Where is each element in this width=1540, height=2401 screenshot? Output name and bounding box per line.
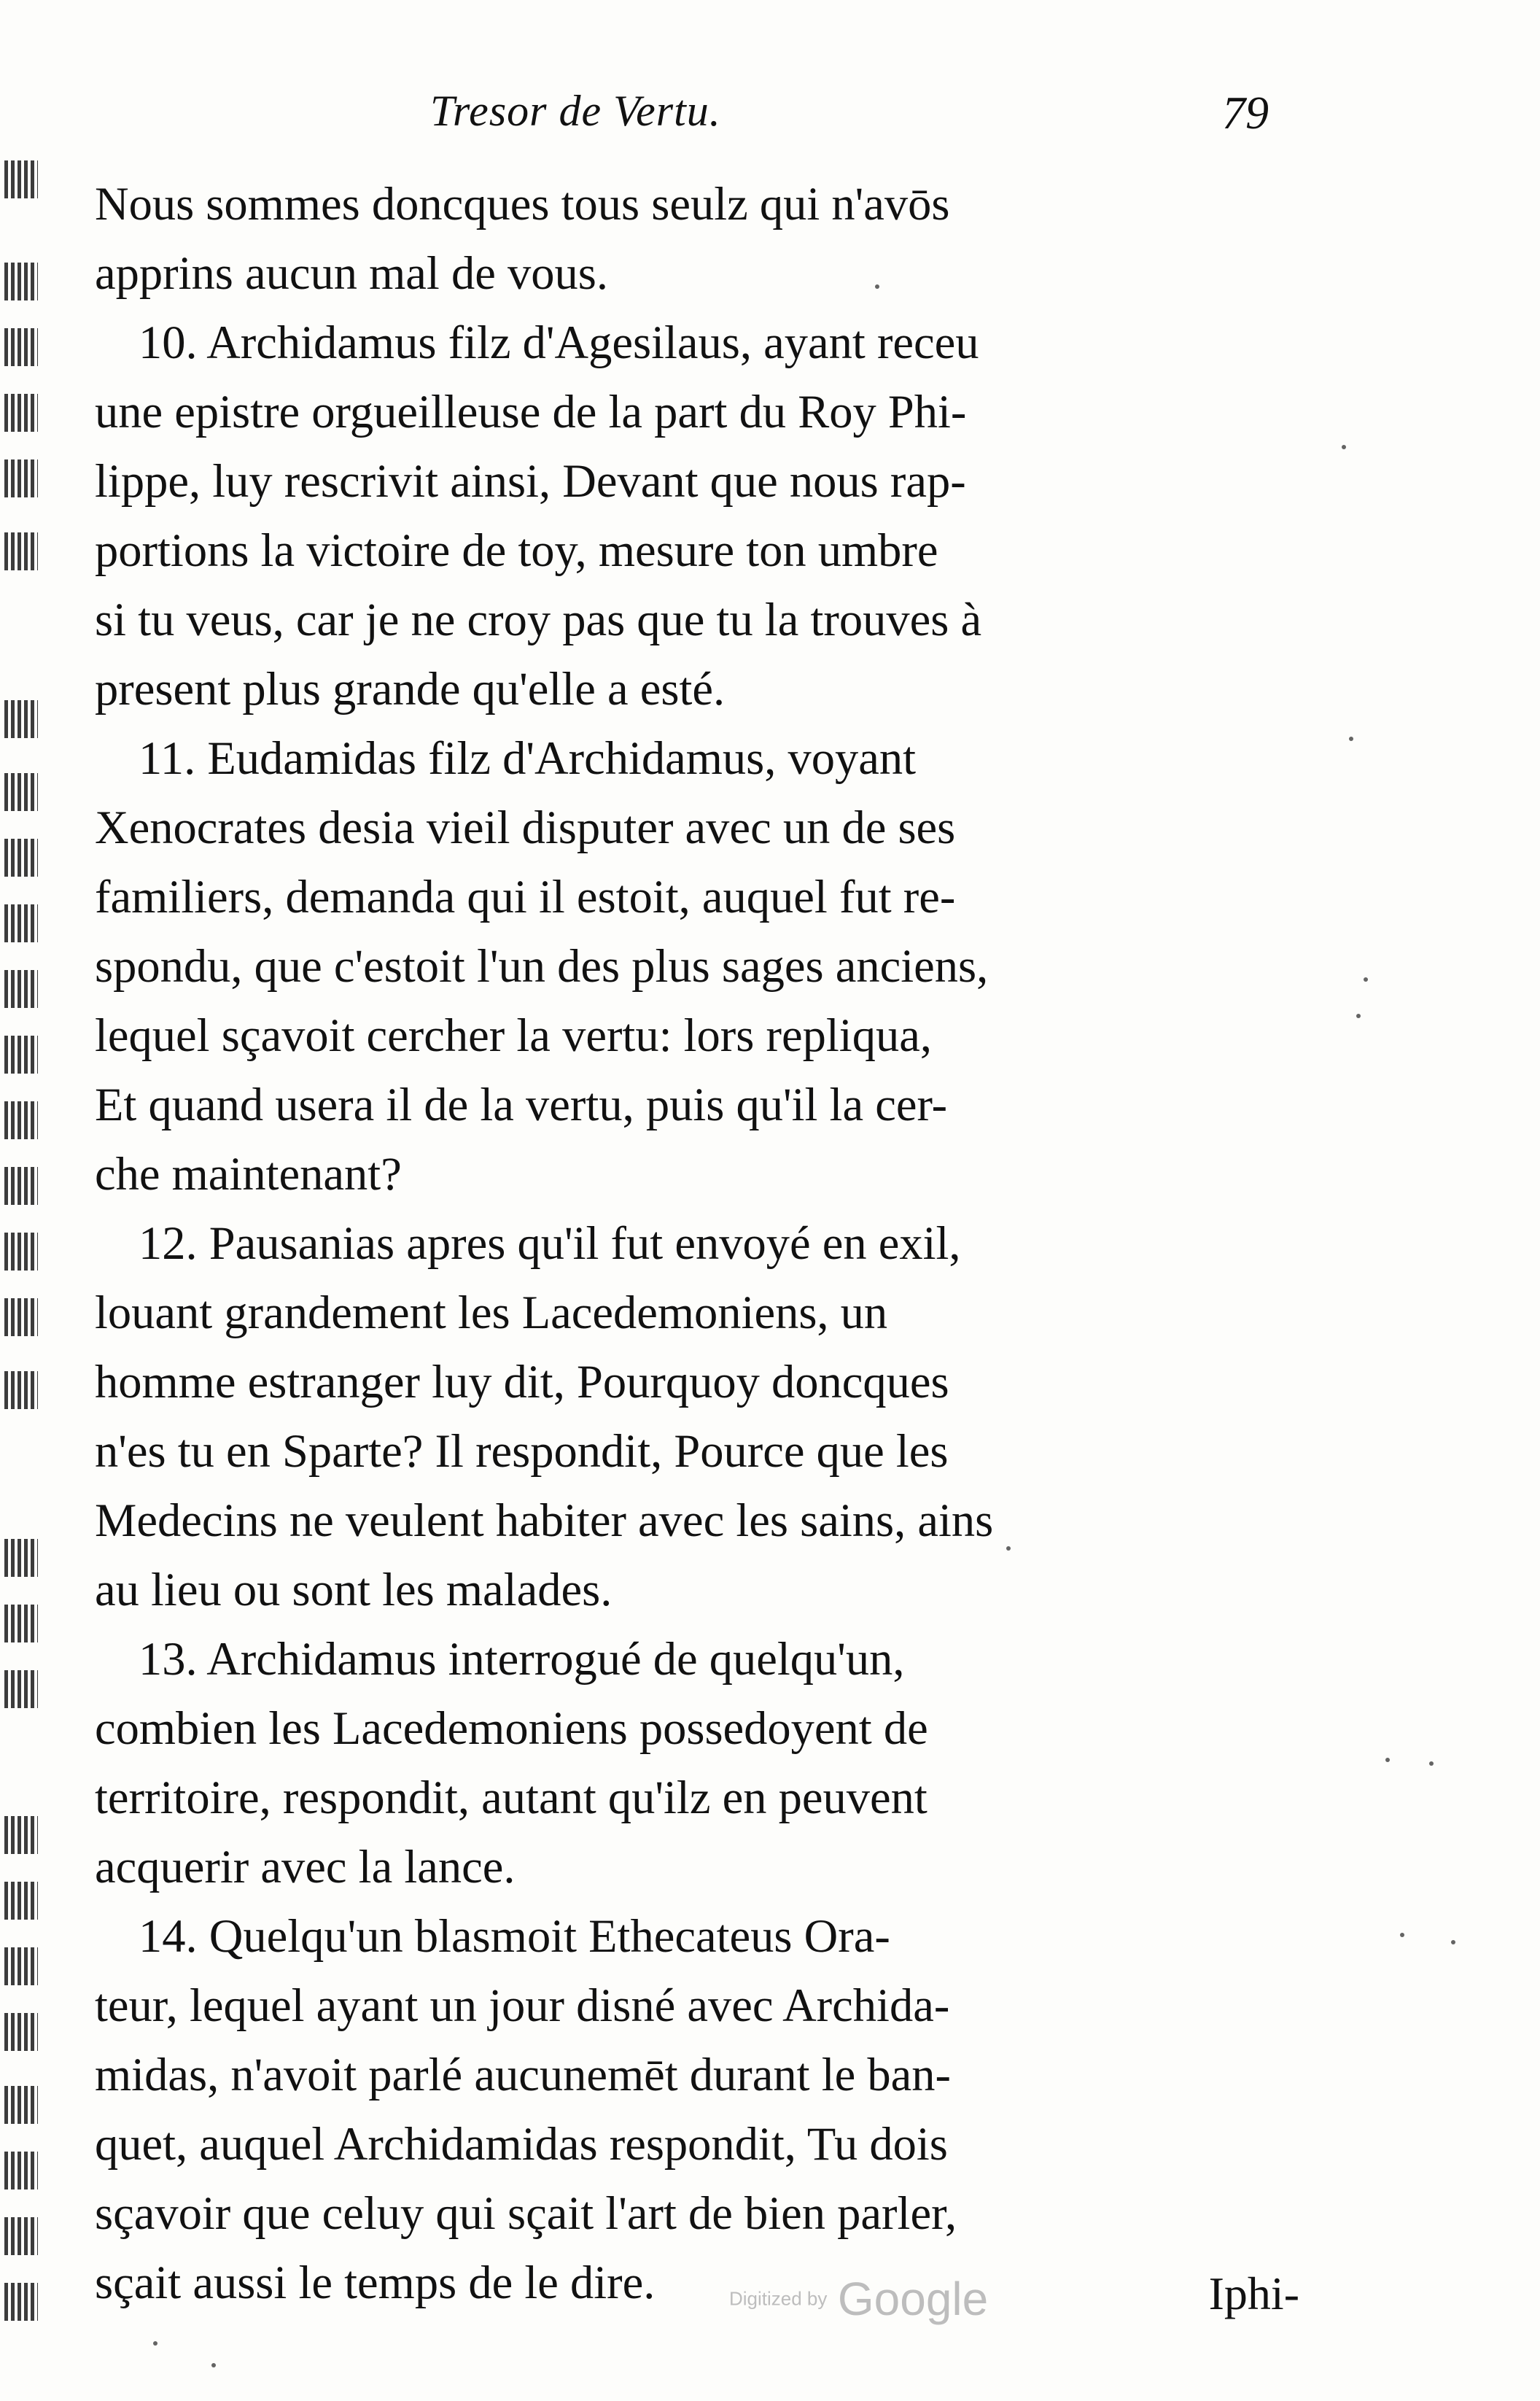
text-line: une epistre orgueilleuse de la part du Roy Phi- bbox=[95, 386, 967, 438]
watermark-logo-text: Google bbox=[837, 2273, 989, 2325]
text-line: portions la victoire de toy, mesure ton umbre bbox=[95, 524, 938, 576]
facing-page-gutter bbox=[0, 117, 51, 2348]
text-line: territoire, respondit, autant qu'ilz en peuvent bbox=[95, 1772, 928, 1823]
text-line: quet, auquel Archidamidas respondit, Tu dois bbox=[95, 2118, 948, 2170]
catchword: Iphi- bbox=[1208, 2268, 1299, 2319]
text-line: spondu, que c'estoit l'un des plus sages anciens, bbox=[95, 940, 989, 992]
page-number: 79 bbox=[1222, 87, 1269, 139]
page-header bbox=[408, 86, 1283, 152]
running-title: Tresor de Vertu. bbox=[430, 87, 721, 135]
text-line: sçavoir que celuy qui sçait l'art de bien parler, bbox=[95, 2187, 957, 2239]
text-line: si tu veus, car je ne croy pas que tu la trouves à bbox=[95, 594, 982, 645]
digitization-watermark bbox=[729, 2272, 988, 2326]
text-line: 12. Pausanias apres qu'il fut envoyé en exil, bbox=[139, 1217, 961, 1269]
text-line: n'es tu en Sparte? Il respondit, Pource que les bbox=[95, 1425, 949, 1477]
text-line: familiers, demanda qui il estoit, auquel fut re- bbox=[95, 871, 956, 923]
text-line: che maintenant? bbox=[95, 1148, 402, 1200]
text-line: lippe, luy rescrivit ainsi, Devant que nous rap- bbox=[95, 455, 966, 507]
text-line: sçait aussi le temps de le dire. bbox=[95, 2257, 656, 2308]
text-line: teur, lequel ayant un jour disné avec Archida- bbox=[95, 1979, 950, 2031]
text-line: Medecins ne veulent habiter avec les sains, ains bbox=[95, 1494, 994, 1546]
text-line: 13. Archidamus interrogué de quelqu'un, bbox=[139, 1633, 905, 1685]
text-line: au lieu ou sont les malades. bbox=[95, 1564, 612, 1615]
text-line: 10. Archidamus filz d'Agesilaus, ayant receu bbox=[139, 317, 979, 368]
text-line: present plus grande qu'elle a esté. bbox=[95, 663, 726, 715]
text-line: acquerir avec la lance. bbox=[95, 1841, 516, 1893]
page-body-text bbox=[95, 169, 1305, 2317]
text-line: apprins aucun mal de vous. bbox=[95, 247, 608, 299]
text-line: 11. Eudamidas filz d'Archidamus, voyant bbox=[139, 732, 917, 784]
text-line: Et quand usera il de la vertu, puis qu'il la cer- bbox=[95, 1079, 948, 1130]
text-line: homme estranger luy dit, Pourquoy doncques bbox=[95, 1356, 949, 1408]
text-line: louant grandement les Lacedemoniens, un bbox=[95, 1287, 888, 1338]
text-line: lequel sçavoit cercher la vertu: lors repliqua, bbox=[95, 1009, 932, 1061]
text-line: combien les Lacedemoniens possedoyent de bbox=[95, 1702, 928, 1754]
text-line: 14. Quelqu'un blasmoit Ethecateus Ora- bbox=[139, 1910, 890, 1962]
text-line: Nous sommes doncques tous seulz qui n'avōs bbox=[95, 178, 950, 230]
text-line: Xenocrates desia vieil disputer avec un de ses bbox=[95, 802, 956, 853]
watermark-prefix: Digitized by bbox=[729, 2287, 828, 2310]
text-line: midas, n'avoit parlé aucunemēt durant le ban- bbox=[95, 2049, 951, 2101]
